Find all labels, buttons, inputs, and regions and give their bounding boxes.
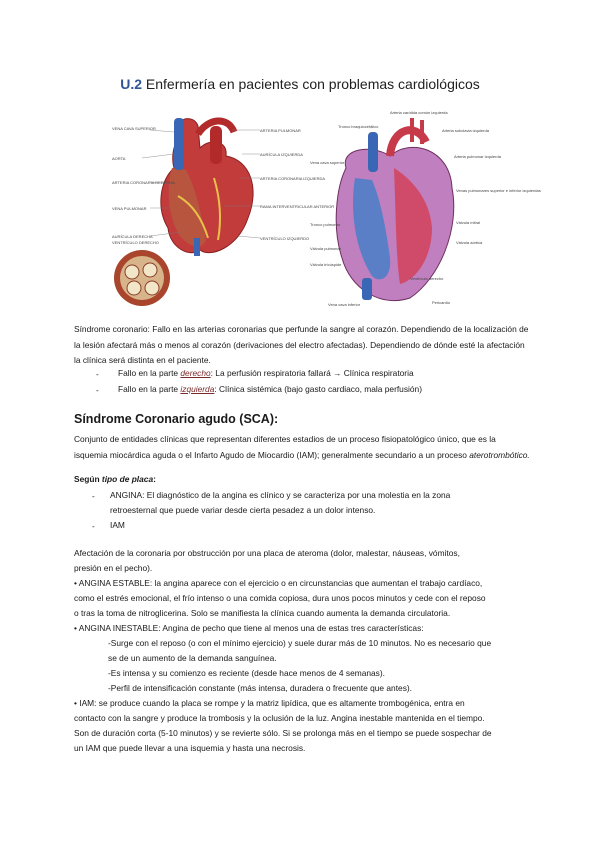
page-title	[0, 76, 600, 92]
caracteristica-2: -Es intensa y su comienzo es reciente (desde hace menos de 4 semanas).	[108, 668, 385, 678]
svg-text:VENA CAVA SUPERIOR: VENA CAVA SUPERIOR	[112, 126, 156, 131]
emphasis-aterotrombotico: aterotrombótico.	[469, 449, 530, 460]
emphasis-derecho: derecho	[180, 368, 211, 378]
svg-text:Arteria pulmonar izquierda: Arteria pulmonar izquierda	[454, 154, 501, 159]
angina-estable-line3: o tras la toma de nitroglicerina. Solo se manifiesta la clínica cuando aumenta la demanda circulatoria.	[74, 608, 451, 618]
svg-text:Tronco pulmonar: Tronco pulmonar	[310, 222, 341, 227]
svg-text:Válvula tricúspide: Válvula tricúspide	[310, 262, 342, 267]
heart-cross-section-illustration	[114, 250, 170, 306]
svg-text:VENA PULMONAR: VENA PULMONAR	[112, 206, 147, 211]
angina-item-line2: retroesternal que puede variar desde cierta pesadez a un dolor intenso.	[110, 505, 376, 515]
svg-text:Válvula aórtica: Válvula aórtica	[456, 240, 483, 245]
angina-item-line1: ANGINA: El diagnóstico de la angina es clínico y se caracteriza por una molestia en la zona	[110, 490, 451, 500]
tipo-placa-label: Según tipo de placa:	[74, 474, 156, 484]
caracteristica-3: -Perfil de intensificación constante (más intensa, duradera o frecuente que antes).	[108, 683, 412, 693]
iam-item: IAM	[110, 520, 125, 530]
intro-paragraph: Síndrome coronario: Fallo en las arterias coronarias que perfunde la sangre al corazón. Dependiendo de la localización de la lesión afectará más o menos al corazón (derivaciones del electro afectadas). Dependiendo de dónde esté la afectación la clínica será distinta en el paciente.	[74, 324, 529, 365]
angina-inestable-heading: • ANGINA INESTABLE: Angina de pecho que tiene al menos una de estas tres características:	[74, 623, 424, 633]
svg-text:RAMA INTERVENTRICULAR ANTERIOR: RAMA INTERVENTRICULAR ANTERIOR	[260, 204, 335, 209]
svg-text:Pericardio: Pericardio	[432, 300, 451, 305]
svg-text:Arteria subclavia izquierda: Arteria subclavia izquierda	[442, 128, 489, 133]
afectacion-line2: presión en el pecho).	[74, 563, 153, 573]
svg-text:Vena cava inferior: Vena cava inferior	[328, 302, 361, 307]
angina-estable-line2: como el estrés emocional, el frío intenso o una comida copiosa, dura unos pocos minutos y cede con el reposo	[74, 593, 486, 603]
section-heading-sca: Síndrome Coronario agudo (SCA):	[74, 412, 279, 426]
title-text: Enfermería en pacientes con problemas cardiológicos	[145, 76, 480, 92]
caracteristica-1-line1: -Surge con el reposo (o con el mínimo ejercicio) y suele durar más de 10 minutos. No es necesario que	[108, 638, 492, 648]
svg-text:VENTRÍCULO DERECHO: VENTRÍCULO DERECHO	[112, 240, 159, 245]
unit-number: U.2	[120, 76, 143, 92]
svg-text:Válvula pulmonar: Válvula pulmonar	[310, 246, 341, 251]
svg-text:Venas pulmonares superior e in: Venas pulmonares superior e inferior izquierdas	[456, 188, 541, 193]
document-page: U.2 Enfermería en pacientes con problemas cardiológicos VENA CAVA SUPERIOR AORTA ARTERIA CORONARIA DERECHA VENA PULMONAR AURÍCULA DERECHA VENTRÍCULO DERECHO ARTERIA PULMONAR AURÍCULA IZQUIERDA ARTERIA CORONARIA IZQUIERDA RAMA INTERVENTRICULAR ANTERIOR VENTRÍCULO IZQUIERDO Arteria carótida común izquierda Tronco braquiocefálico Arteria subclavia izquierda Arteria pulmonar izquierda Vena cava superior Venas pulmonares superior e inferior izquierdas Tronco pulmonar Válvula mitral Válvula aórtica Válvula pulmonar Válvula tricúspide Ventrículo derecho Vena cava inferior Pericardio Síndrome coronario: Fallo en las arterias coronarias que perfunde la sangre al corazón. Dependiendo de la localización de la lesión afectará más o menos al corazón (derivaciones del electro afectadas). Dependiendo de dónde esté la afectación la clínica será distinta en el paciente. - Fallo en la parte derecho: La perfusión respiratoria fallará → Clínica respiratoria - Fallo en la parte izquierda: Clínica sistémica (bajo gasto cardiaco, mala perfusión) Síndrome Coronario agudo (SCA): Conjunto de entidades clínicas que representan diferentes estadios de un proceso fisiopatológico único, que es la isquemia miocárdica aguda o el Infarto Agudo de Miocardio (IAM); generalmente secundario a un proceso aterotrombótico. Según tipo de placa: - ANGINA: El diagnóstico de la angina es clínico y se caracteriza por una molestia en la zona retroesternal que puede variar desde cierta pesadez a un dolor intenso. - IAM Afectación de la coronaria por obstrucción por una placa de ateroma (dolor, malestar, náuseas, vómitos, presión en el pecho). • ANGINA ESTABLE: la angina aparece con el ejercicio o en circunstancias que aumentan el trabajo cardíaco, como el estrés emocional, el frío intenso o una comida copiosa, dura unos pocos minutos y cede con el reposo o tras la toma de nitroglicerina. Solo se manifiesta la clínica cuando aumenta la demanda circulatoria. • ANGINA INESTABLE: Angina de pecho que tiene al menos una de estas tres características: -Surge con el reposo (o con el mínimo ejercicio) y suele durar más de 10 minutos. No es necesario que se de un aumento de la demanda sanguínea. -Es intensa y su comienzo es reciente (desde hace menos de 4 semanas). -Perfil de intensificación constante (más intensa, duradera o frecuente que antes). • IAM: se produce cuando la placa se rompe y la matriz lipídica, que es altamente trombogénica, entra en contacto con la sangre y produce la trombosis y la oclusión de la luz. Angina inestable mantenida en el tiempo. Son de duración corta (5-10 minutos) y se revierte sólo. Si se prolonga más en el tiempo se puede sospechar de un IAM que puede llevar a una isquemia y hasta una necrosis.	[0, 0, 600, 848]
svg-text:Válvula mitral: Válvula mitral	[456, 220, 481, 225]
svg-text:ARTERIA CORONARIA IZQUIERDA: ARTERIA CORONARIA IZQUIERDA	[260, 176, 326, 181]
svg-text:Ventrículo derecho: Ventrículo derecho	[410, 276, 444, 281]
svg-text:AORTA: AORTA	[112, 156, 126, 161]
heart-exterior-illustration	[161, 118, 253, 256]
svg-text:AURÍCULA IZQUIERDA: AURÍCULA IZQUIERDA	[260, 152, 303, 157]
svg-text:ARTERIA PULMONAR: ARTERIA PULMONAR	[260, 128, 301, 133]
svg-text:ARTERIA CORONARIA DERECHA: ARTERIA CORONARIA DERECHA	[112, 180, 175, 185]
emphasis-izquierda: izquierda	[180, 384, 215, 394]
sca-definition: Conjunto de entidades clínicas que representan diferentes estadios de un proceso fisiopatológico único, que es la isquemia miocárdica aguda o el Infarto Agudo de Miocardio (IAM); generalmente secundario a un proceso aterotrombótico.	[74, 434, 530, 460]
iam-description-line4: un IAM que puede llevar a una isquemia y hasta una necrosis.	[74, 743, 306, 753]
iam-description-line3: Son de duración corta (5-10 minutos) y se revierte sólo. Si se prolonga más en el tiempo se puede sospechar de	[74, 728, 492, 738]
afectacion-line1: Afectación de la coronaria por obstrucción por una placa de ateroma (dolor, malestar, náuseas, vómitos,	[74, 548, 460, 558]
bullet-left-failure: Fallo en la parte izquierda: Clínica sistémica (bajo gasto cardiaco, mala perfusión)	[118, 384, 422, 394]
svg-text:AURÍCULA DERECHA: AURÍCULA DERECHA	[112, 234, 153, 239]
svg-text:Tronco braquiocefálico: Tronco braquiocefálico	[338, 124, 379, 129]
svg-text:Arteria carótida común izquier: Arteria carótida común izquierda	[390, 110, 448, 115]
svg-text:VENTRÍCULO IZQUIERDO: VENTRÍCULO IZQUIERDO	[260, 236, 310, 241]
heart-interior-illustration	[336, 118, 454, 301]
caracteristica-1-line2: se de un aumento de la demanda sanguínea.	[108, 653, 277, 663]
angina-estable-line1: • ANGINA ESTABLE: la angina aparece con el ejercicio o en circunstancias que aumentan el trabajo cardíaco,	[74, 578, 483, 588]
iam-description-line1: • IAM: se produce cuando la placa se rompe y la matriz lipídica, que es altamente trombogénica, entra en	[74, 698, 465, 708]
iam-description-line2: contacto con la sangre y produce la trombosis y la oclusión de la luz. Angina inestable mantenida en el tiempo.	[74, 713, 485, 723]
bullet-right-failure: Fallo en la parte derecho: La perfusión respiratoria fallará → Clínica respiratoria	[118, 368, 414, 378]
heart-anatomy-figures	[110, 108, 541, 313]
svg-text:Vena cava superior: Vena cava superior	[310, 160, 345, 165]
